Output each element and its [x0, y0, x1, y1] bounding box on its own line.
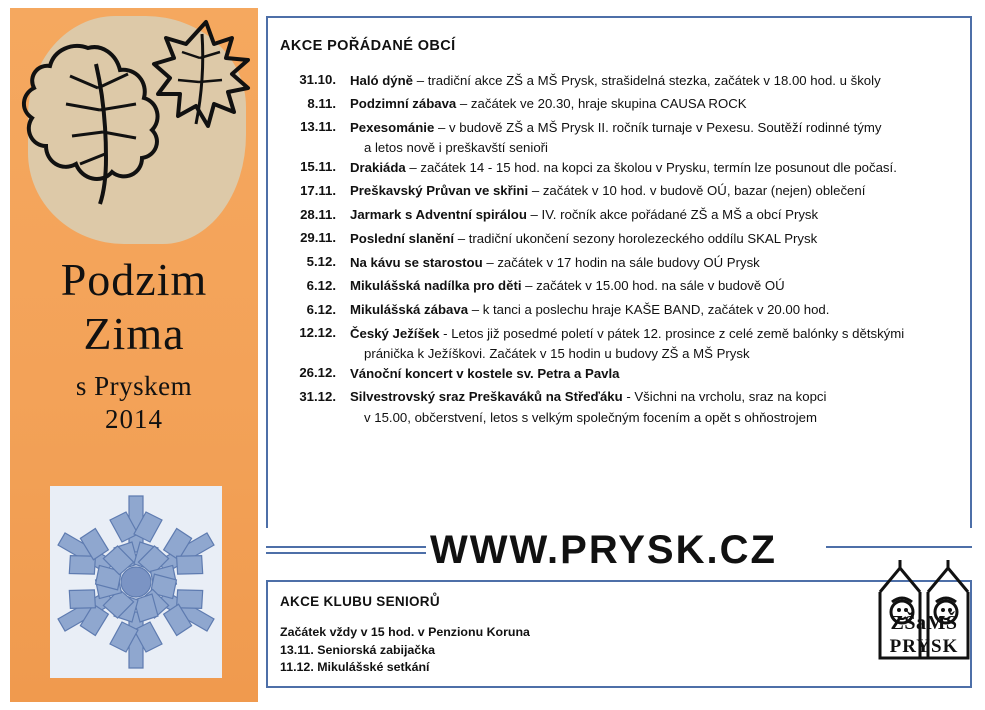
event-text — [350, 182, 875, 201]
event-date: 13.11. — [300, 119, 336, 135]
event-description: – tradiční akce ZŠ a MŠ Prysk, strašidelná stezka, začátek v 18.00 hod. u školy — [413, 72, 881, 88]
title-line-podzim: Podzim — [60, 254, 208, 305]
seniors-line: 13.11. Seniorská zabijačka — [280, 642, 435, 657]
events-list — [268, 70, 974, 427]
seniors-panel — [266, 580, 972, 688]
season-title — [10, 256, 258, 435]
seniors-line: 11.12. Mikulášské setkání — [280, 660, 430, 675]
event-description: – začátek v 17 hodin na sále budovy OÚ Prysk — [482, 254, 760, 270]
title-line-year: 2014 — [105, 404, 163, 435]
seniors-lines — [280, 624, 530, 677]
event-row — [268, 228, 974, 250]
event-date: 12.12. — [299, 325, 336, 341]
event-text — [350, 388, 836, 407]
event-description: - Všichni na vrcholu, sraz na kopci — [622, 389, 827, 405]
event-date: 8.11. — [307, 95, 336, 111]
event-text — [350, 159, 907, 178]
events-heading: AKCE POŘÁDANÉ OBCÍ — [280, 38, 456, 54]
event-date: 29.11. — [300, 230, 336, 246]
left-decorative-panel — [10, 8, 258, 702]
event-continuation: pránička k Ježíškovi. Začátek v 15 hodin u budovy ZŠ a MŠ Prysk — [364, 346, 750, 362]
event-description: – k tanci a poslechu hraje KAŠE BAND, začátek v 20.00 hod. — [468, 302, 830, 318]
event-text — [350, 325, 914, 344]
event-description: – začátek v 10 hod. v budově OÚ, bazar (nejen) oblečení — [528, 183, 866, 199]
event-row — [268, 387, 974, 409]
title-line-s-pryskem: s Pryskem — [75, 371, 193, 402]
event-date: 15.11. — [300, 159, 336, 175]
event-name: Vánoční koncert v kostele sv. Petra a Pavla — [350, 365, 620, 381]
website-url: WWW.PRYSK.CZ — [430, 528, 777, 572]
event-date: 31.10. — [299, 72, 336, 87]
event-row — [268, 300, 974, 322]
event-name: Preškavský Průvan ve skřini — [350, 183, 529, 199]
event-date: 17.11. — [300, 182, 336, 198]
event-text — [350, 230, 827, 249]
event-date: 31.12. — [299, 388, 336, 404]
event-row — [268, 94, 974, 116]
event-text — [350, 95, 757, 114]
event-description: – tradiční ukončení sezony horolezeckého oddílu SKAL Prysk — [454, 230, 818, 246]
event-row — [268, 70, 974, 92]
event-name: Jarmark s Adventní spirálou — [350, 207, 527, 223]
event-description: – v budově ZŠ a MŠ Prysk II. ročník turnaje v Pexesu. Soutěží rodinné týmy — [434, 119, 882, 135]
event-description: – začátek v 15.00 hod. na sále v budově OÚ — [521, 278, 785, 294]
events-panel — [266, 16, 972, 528]
event-text — [350, 277, 795, 296]
event-description: - Letos již posedmé poletí v pátek 12. prosince z celé země balónky s dětskými — [439, 325, 905, 341]
autumn-leaves-icon — [10, 8, 258, 258]
event-name: Podzimní zábava — [350, 96, 457, 112]
event-name: Mikulášská zábava — [350, 302, 469, 318]
event-name: Na kávu se starostou — [350, 254, 483, 270]
event-text — [350, 365, 630, 384]
event-name: Pexesománie — [350, 119, 435, 135]
event-text — [350, 206, 828, 225]
event-date: 28.11. — [300, 206, 336, 222]
divider-left-bottom — [266, 552, 426, 554]
event-row — [268, 157, 974, 179]
seniors-heading: AKCE KLUBU SENIORŮ — [280, 594, 440, 609]
event-row — [268, 252, 974, 274]
event-name: Drakiáda — [350, 159, 406, 175]
event-row — [268, 181, 974, 203]
seniors-line: Začátek vždy v 15 hod. v Penzionu Koruna — [280, 625, 530, 639]
event-continuation: v 15.00, občerstvení, letos s velkým společným focením a opět s ohňostrojem — [364, 409, 817, 425]
event-row — [268, 205, 974, 227]
event-description: – IV. ročník akce pořádané ZŠ a MŠ a obcí Prysk — [526, 207, 819, 223]
divider-left-top — [266, 546, 426, 548]
logo-line-school: ZŠaMŠ — [890, 612, 958, 634]
event-date: 26.12. — [299, 365, 336, 381]
event-name: Haló dýně — [350, 72, 414, 88]
event-name: Český Ježíšek — [350, 325, 440, 341]
event-date: 6.12. — [306, 301, 336, 317]
event-row — [268, 117, 974, 139]
event-name: Mikulášská nadílka pro děti — [350, 278, 522, 294]
event-description: – začátek 14 - 15 hod. na kopci za školou v Prysku, termín lze posunout dle počasí. — [405, 159, 897, 175]
event-date: 6.12. — [306, 277, 336, 293]
event-text — [350, 301, 839, 320]
event-row — [268, 363, 974, 385]
event-row — [268, 276, 974, 298]
event-row — [268, 323, 974, 345]
logo-line-prysk: PRYSK — [889, 636, 959, 657]
event-name: Silvestrovský sraz Preškaváků na Střeďáku — [350, 389, 623, 405]
event-description: – začátek ve 20.30, hraje skupina CAUSA ROCK — [456, 96, 747, 112]
school-logo-icon — [872, 540, 976, 668]
event-text — [350, 119, 891, 138]
event-name: Poslední slanění — [350, 230, 455, 246]
snowflake-icon — [50, 486, 222, 678]
event-continuation: a letos nově i preškavští senioři — [364, 140, 548, 156]
event-date: 5.12. — [306, 254, 336, 270]
event-text — [350, 254, 770, 273]
event-text — [350, 72, 891, 91]
title-line-zima: Zima — [83, 308, 185, 360]
